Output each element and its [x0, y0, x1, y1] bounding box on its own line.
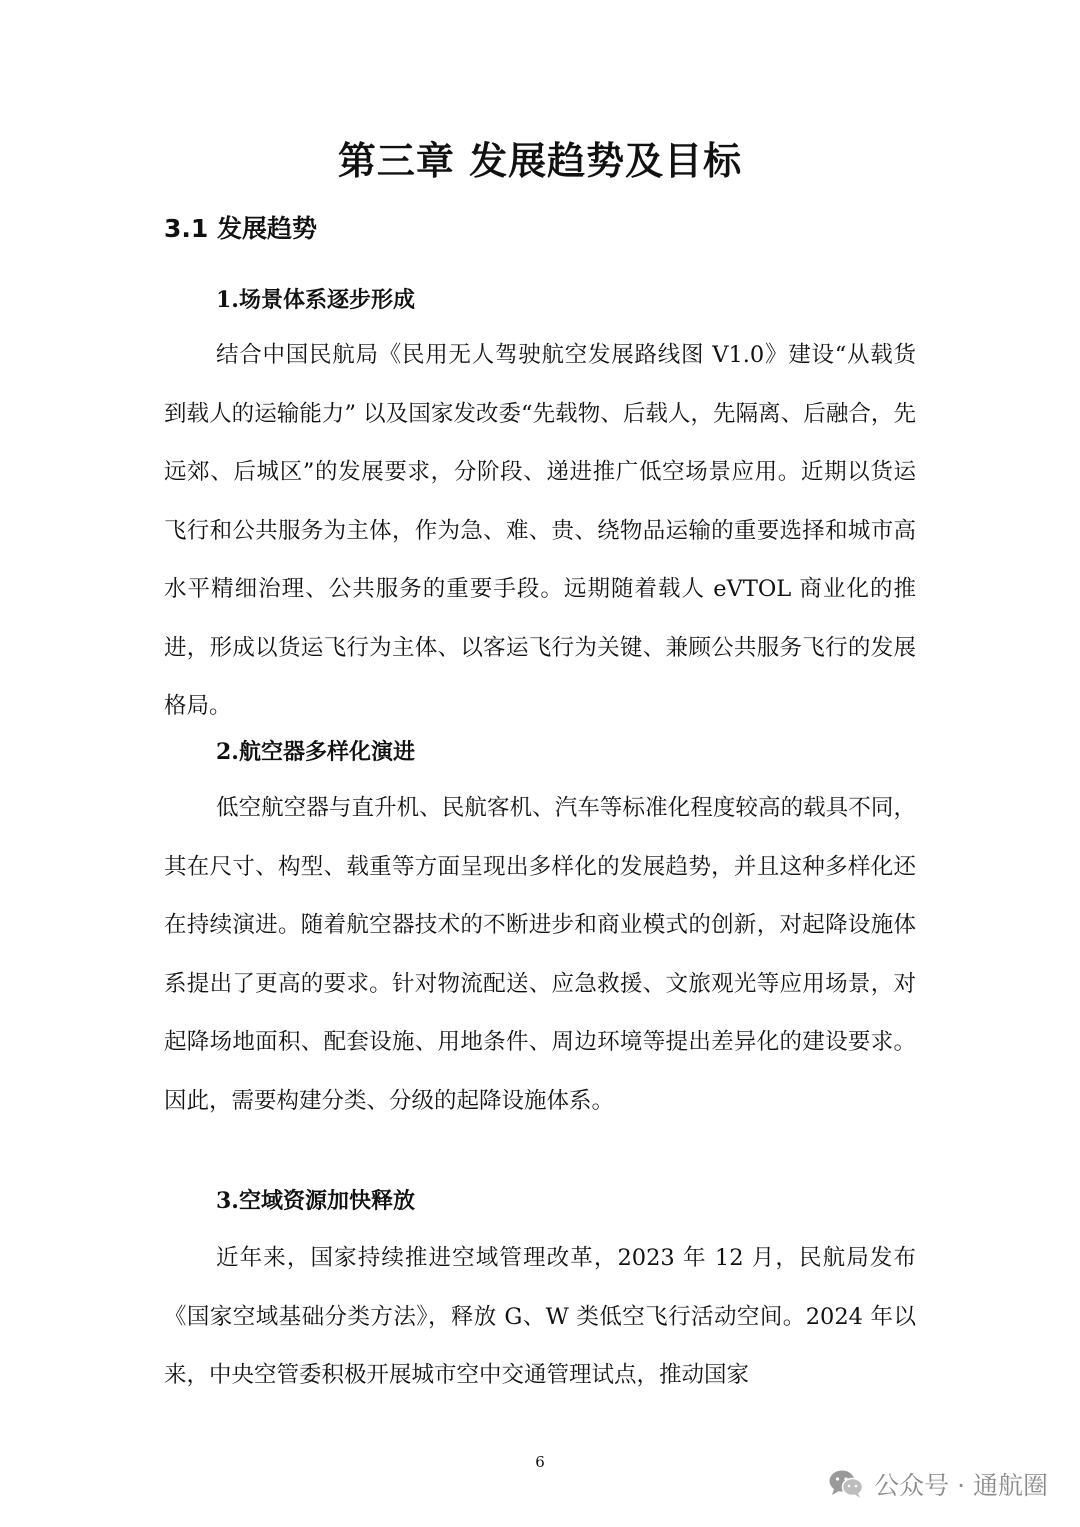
- subsection-heading-3: 3.空域资源加快释放: [216, 1188, 415, 1214]
- chapter-title: 第三章 发展趋势及目标: [337, 139, 743, 183]
- subsection-paragraph-1: 结合中国民航局《民用无人驾驶航空发展路线图 V1.0》建设“从载货到载人的运输能力” 以及国家发改委“先载物、后载人，先隔离、后融合，先远郊、后城区”的发展要求，分阶段、递进推广低空场景应用。近期以货运飞行和公共服务为主体，作为急、难、贵、绕物品运输的重要选择和城市高水平精细治理、公共服务的重要手段。远期随着载人 eVTOL 商业化的推进，形成以货运飞行为主体、以客运飞行为关键、兼顾公共服务飞行的发展格局。: [164, 342, 916, 719]
- subsection-heading-1: 1.场景体系逐步形成: [216, 287, 415, 313]
- page-number: 6: [535, 1453, 545, 1471]
- watermark-text: 公众号 · 通航圈: [874, 1471, 1048, 1500]
- subsection-paragraph-2: 低空航空器与直升机、民航客机、汽车等标准化程度较高的载具不同，其在尺寸、构型、载重等方面呈现出多样化的发展趋势，并且这种多样化还在持续演进。随着航空器技术的不断进步和商业模式的创新，对起降设施体系提出了更高的要求。针对物流配送、应急救援、文旅观光等应用场景，对起降场地面积、配套设施、用地条件、周边环境等提出差异化的建设要求。因此，需要构建分类、分级的起降设施体系。: [164, 795, 916, 1114]
- wechat-icon: [828, 1469, 864, 1499]
- watermark: [828, 1462, 1048, 1506]
- section-title: 3.1 发展趋势: [164, 214, 317, 243]
- subsection-heading-2: 2.航空器多样化演进: [216, 739, 415, 765]
- subsection-paragraph-3: 近年来，国家持续推进空域管理改革，2023 年 12 月，民航局发布《国家空域基础分类方法》，释放 G、W 类低空飞行活动空间。2024 年以来，中央空管委积极开展城市空中交通管理试点，推动国家: [164, 1245, 916, 1388]
